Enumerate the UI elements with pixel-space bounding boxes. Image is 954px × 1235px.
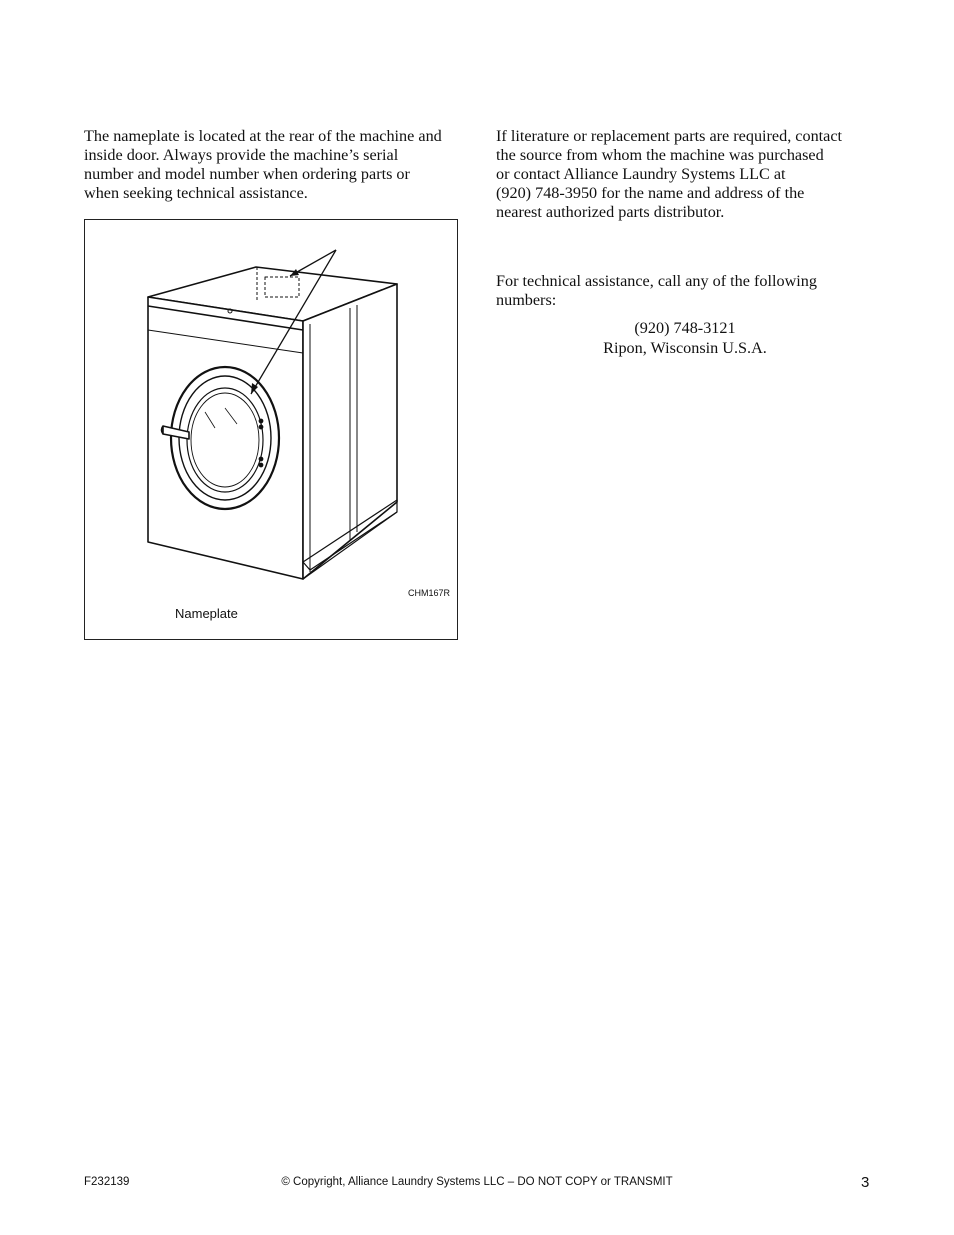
text-line: when seeking technical assistance. [84, 184, 308, 202]
page-footer [0, 1174, 954, 1194]
text-line: If literature or replacement parts are required, contact [496, 127, 843, 145]
text-line: the source from whom the machine was purchased [496, 146, 824, 164]
contact-block [496, 318, 874, 358]
text-line: The nameplate is located at the rear of the machine and [84, 127, 442, 145]
figure-label: Nameplate [175, 606, 238, 621]
location: Ripon, Wisconsin U.S.A. [603, 339, 767, 357]
copyright-notice: © Copyright, Alliance Laundry Systems LLC – DO NOT COPY or TRANSMIT [281, 1176, 673, 1188]
parts-info-paragraph [496, 127, 874, 222]
page-number: 3 [861, 1174, 870, 1191]
text-line: inside door. Always provide the machine’s serial [84, 146, 399, 164]
phone-number: (920) 748-3121 [634, 319, 736, 337]
document-number: F232139 [84, 1176, 130, 1188]
text-line: or contact Alliance Laundry Systems LLC at [496, 165, 786, 183]
text-line: numbers: [496, 291, 557, 309]
figure-code: CHM167R [407, 588, 450, 598]
text-line: nearest authorized parts distributor. [496, 203, 725, 221]
text-line: (920) 748-3950 for the name and address of the [496, 184, 805, 202]
text-line: number and model number when ordering parts or [84, 165, 410, 183]
nameplate-figure [84, 219, 458, 640]
text-line: For technical assistance, call any of the following [496, 272, 817, 290]
nameplate-info-paragraph [84, 127, 462, 203]
washer-illustration [85, 220, 459, 641]
technical-assistance-section [496, 272, 874, 358]
